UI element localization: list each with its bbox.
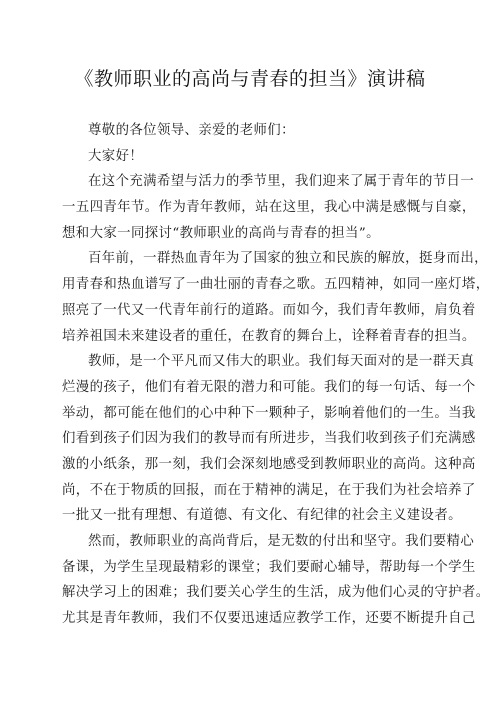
- paragraph-line: 百年前，一群热血青年为了国家的独立和民族的解放，挺身而出，: [88, 251, 488, 267]
- greeting-line: 大家好！: [88, 148, 144, 164]
- paragraph-line: 一批又一批有理想、有道德、有文化、有纪律的社会主义建设者。: [62, 508, 462, 524]
- paragraph-line: 一五四青年节。作为青年教师，站在这里，我心中满是感慨与自豪，: [62, 200, 476, 216]
- paragraph-line: 用青春和热血谱写了一曲壮丽的青春之歌。五四精神，如同一座灯塔，: [62, 277, 490, 293]
- paragraph-line: 举动，都可能在他们的心中种下一颗种子，影响着他们的一生。当我: [62, 405, 476, 421]
- paragraph-line: 尤其是青年教师，我们不仅要迅速适应教学工作，还要不断提升自己: [62, 611, 476, 627]
- document-body: [62, 118, 490, 632]
- paragraph-line: 教师，是一个平凡而又伟大的职业。我们每天面对的是一群天真: [88, 354, 475, 370]
- paragraph-line: 想和大家一同探讨“教师职业的高尚与青春的担当”。: [62, 225, 380, 241]
- paragraph-line: 烂漫的孩子，他们有着无限的潜力和可能。我们的每一句话、每一个: [62, 379, 476, 395]
- paragraph-line: 们看到孩子们因为我们的教导而有所进步，当我们收到孩子们充满感: [62, 431, 476, 447]
- paragraph-line: 尚，不在于物质的回报，而在于精神的满足，在于我们为社会培养了: [62, 482, 476, 498]
- salutation-line: 尊敬的各位领导、亲爱的老师们：: [88, 123, 295, 138]
- paragraph-line: 培养祖国未来建设者的重任，在教育的舞台上，诠释着青春的担当。: [62, 328, 476, 344]
- paragraph-line: 激的小纸条，那一刻，我们会深刻地感受到教师职业的高尚。这种高: [62, 456, 476, 472]
- paragraph-line: 在这个充满希望与活力的季节里，我们迎来了属于青年的节日一: [88, 174, 475, 190]
- paragraph-line: 照亮了一代又一代青年前行的道路。而如今，我们青年教师，肩负着: [62, 302, 476, 318]
- document-title: 《教师职业的高尚与青春的担当》演讲稿: [74, 68, 426, 90]
- paragraph-line: 备课，为学生呈现最精彩的课堂；我们要耐心辅导，帮助每一个学生: [62, 559, 476, 575]
- paragraph-line: 然而，教师职业的高尚背后，是无数的付出和坚守。我们要精心: [88, 534, 475, 549]
- paragraph-line: 解决学习上的困难；我们要关心学生的生活，成为他们心灵的守护者。: [62, 585, 490, 601]
